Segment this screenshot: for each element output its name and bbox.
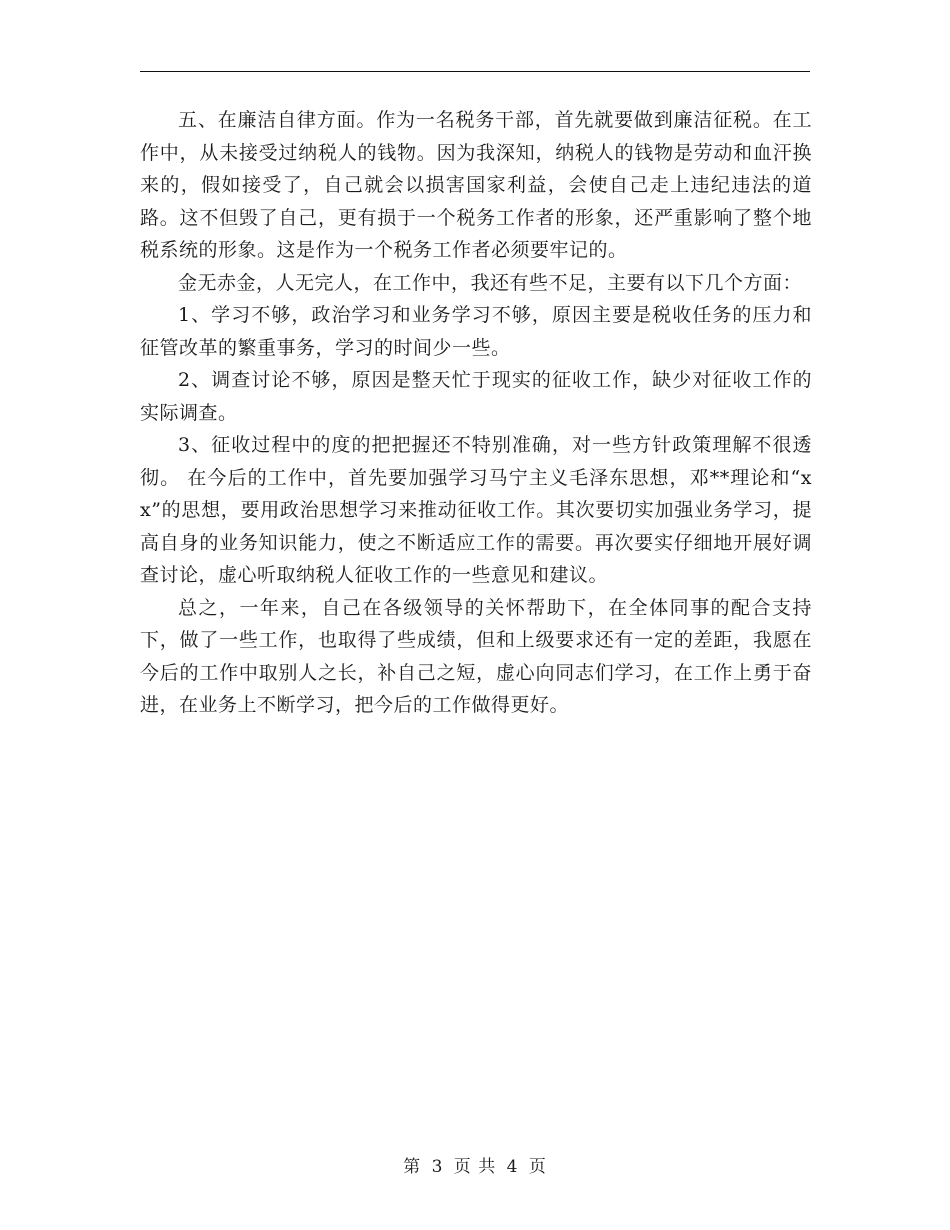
footer-current-page: 3 <box>431 1157 444 1177</box>
footer-total-pages: 4 <box>506 1157 519 1177</box>
page-footer <box>0 1152 950 1177</box>
paragraph-integrity: 五、在廉洁自律方面。作为一名税务干部，首先就要做到廉洁征税。在工作中，从未接受过纳税人的钱物。因为我深知，纳税人的钱物是劳动和血汗换来的，假如接受了，自己就会以损害国家利益，会使自己走上违纪违法的道路。这不但毁了自己，更有损于一个税务工作者的形象，还严重影响了整个地税系统的形象。这是作为一个税务工作者必须要牢记的。 <box>140 109 812 261</box>
paragraph-shortcoming-1: 1、学习不够，政治学习和业务学习不够，原因主要是税收任务的压力和征管改革的繁重事务，学习的时间少一些。 <box>140 304 812 359</box>
paragraph-shortcoming-2: 2、调查讨论不够，原因是整天忙于现实的征收工作，缺少对征收工作的实际调查。 <box>140 369 812 424</box>
header-rule <box>140 71 810 72</box>
document-body <box>140 104 812 722</box>
footer-middle: 页 共 <box>453 1157 497 1177</box>
paragraph-shortcomings-intro: 金无赤金，人无完人，在工作中，我还有些不足，主要有以下几个方面： <box>178 271 803 294</box>
paragraph-conclusion: 总之，一年来，自己在各级领导的关怀帮助下，在全体同事的配合支持下，做了一些工作，也取得了些成绩，但和上级要求还有一定的差距，我愿在今后的工作中取别人之长，补自己之短，虚心向同志们学习，在工作上勇于奋进，在业务上不断学习，把今后的工作做得更好。 <box>140 596 812 716</box>
footer-prefix: 第 <box>403 1157 422 1177</box>
paragraph-shortcoming-3: 3、征收过程中的度的把把握还不特别准确，对一些方针政策理解不很透彻。 在今后的工作中，首先要加强学习马宁主义毛泽东思想，邓**理论和“xx”的思想，要用政治思想学习来推动征收工作。其次要切实加强业务学习，提高自身的业务知识能力，使之不断适应工作的需要。再次要实仔细地开展好调查讨论，虚心听取纳税人征收工作的一些意见和建议。 <box>140 434 812 586</box>
footer-suffix: 页 <box>528 1157 547 1177</box>
